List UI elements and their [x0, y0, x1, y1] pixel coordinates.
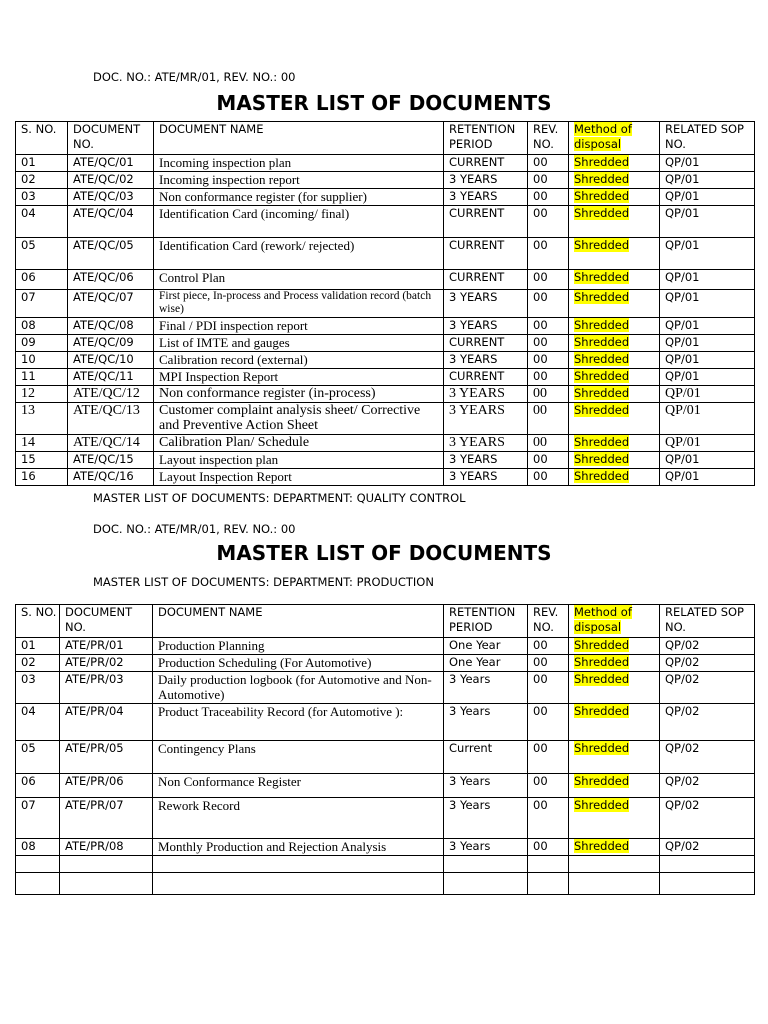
cell-rev: 00: [528, 270, 569, 290]
cell-sno: 12: [16, 386, 68, 403]
cell-sno: 11: [16, 369, 68, 386]
cell-method: [569, 452, 660, 469]
cell-rev: 00: [528, 798, 569, 839]
cell-retention: 3 YEARS: [444, 452, 528, 469]
cell-method: [569, 798, 660, 839]
cell-method: [569, 655, 660, 672]
empty-cell: [16, 873, 60, 895]
header-sno-2: S. NO.: [16, 605, 60, 638]
cell-method: [569, 386, 660, 403]
department-subtitle: MASTER LIST OF DOCUMENTS: DEPARTMENT: PRODUCTION: [93, 575, 434, 589]
cell-retention: 3 YEARS: [444, 403, 528, 435]
table-row: [16, 798, 755, 839]
cell-retention: One Year: [444, 638, 528, 655]
cell-method: [569, 369, 660, 386]
cell-docno: ATE/PR/06: [60, 774, 153, 798]
cell-name: Layout inspection plan: [154, 452, 444, 469]
disposal-method: Shredded: [574, 774, 630, 788]
disposal-method: Shredded: [574, 189, 630, 203]
cell-name: Production Planning: [153, 638, 444, 655]
cell-rev: 00: [528, 352, 569, 369]
cell-docno: ATE/PR/02: [60, 655, 153, 672]
header-docname-2: DOCUMENT NAME: [153, 605, 444, 638]
cell-sop: QP/02: [660, 638, 755, 655]
header-docno: DOCUMENT NO.: [68, 122, 154, 155]
cell-retention: CURRENT: [444, 238, 528, 270]
header-rev-2: REV. NO.: [528, 605, 569, 638]
cell-name: Calibration record (external): [154, 352, 444, 369]
cell-rev: 00: [528, 741, 569, 774]
cell-rev: 00: [528, 290, 569, 318]
table-header-row: [16, 122, 755, 155]
cell-sno: 10: [16, 352, 68, 369]
table-row: [16, 774, 755, 798]
table-row: [16, 189, 755, 206]
cell-sop: QP/02: [660, 672, 755, 704]
cell-rev: 00: [528, 386, 569, 403]
table-row: [16, 352, 755, 369]
cell-retention: 3 YEARS: [444, 172, 528, 189]
cell-method: [569, 189, 660, 206]
cell-name: Contingency Plans: [153, 741, 444, 774]
cell-rev: 00: [528, 172, 569, 189]
empty-cell: [528, 856, 569, 873]
cell-retention: 3 YEARS: [444, 469, 528, 486]
table-header-row-2: [16, 605, 755, 638]
cell-sno: 07: [16, 290, 68, 318]
cell-retention: 3 YEARS: [444, 189, 528, 206]
cell-sno: 03: [16, 189, 68, 206]
empty-cell: [444, 873, 528, 895]
header-retention: RETENTION PERIOD: [444, 122, 528, 155]
cell-name: List of IMTE and gauges: [154, 335, 444, 352]
disposal-method: Shredded: [574, 638, 630, 652]
empty-cell: [528, 873, 569, 895]
cell-sop: QP/01: [660, 290, 755, 318]
cell-retention: CURRENT: [444, 206, 528, 238]
cell-method: [569, 672, 660, 704]
cell-sno: 14: [16, 435, 68, 452]
cell-rev: 00: [528, 452, 569, 469]
cell-docno: ATE/QC/09: [68, 335, 154, 352]
cell-rev: 00: [528, 435, 569, 452]
disposal-method: Shredded: [574, 672, 630, 686]
table-row: [16, 741, 755, 774]
cell-sop: QP/01: [660, 369, 755, 386]
disposal-method: Shredded: [574, 839, 630, 853]
cell-sop: QP/01: [660, 335, 755, 352]
cell-rev: 00: [528, 238, 569, 270]
cell-method: [569, 403, 660, 435]
cell-method: [569, 238, 660, 270]
cell-name: Identification Card (incoming/ final): [154, 206, 444, 238]
empty-cell: [153, 873, 444, 895]
cell-docno: ATE/QC/16: [68, 469, 154, 486]
cell-sno: 01: [16, 638, 60, 655]
cell-method: [569, 290, 660, 318]
cell-method: [569, 839, 660, 856]
cell-sno: 03: [16, 672, 60, 704]
cell-sno: 04: [16, 206, 68, 238]
cell-sop: QP/01: [660, 172, 755, 189]
header-method: [569, 122, 660, 155]
cell-rev: 00: [528, 189, 569, 206]
cell-retention: CURRENT: [444, 155, 528, 172]
cell-sno: 13: [16, 403, 68, 435]
cell-sop: QP/01: [660, 270, 755, 290]
empty-cell: [660, 873, 755, 895]
header-rev: REV. NO.: [528, 122, 569, 155]
table-row: [16, 403, 755, 435]
cell-sno: 15: [16, 452, 68, 469]
empty-cell: [444, 856, 528, 873]
cell-docno: ATE/QC/01: [68, 155, 154, 172]
cell-retention: CURRENT: [444, 335, 528, 352]
cell-sno: 08: [16, 318, 68, 335]
disposal-method: Shredded: [574, 469, 630, 483]
header-docname: DOCUMENT NAME: [154, 122, 444, 155]
page-title: MASTER LIST OF DOCUMENTS: [216, 91, 552, 115]
cell-sop: QP/01: [660, 352, 755, 369]
cell-retention: 3 YEARS: [444, 318, 528, 335]
table-row: [16, 839, 755, 856]
cell-sop: QP/02: [660, 798, 755, 839]
cell-docno: ATE/QC/07: [68, 290, 154, 318]
table-row: [16, 386, 755, 403]
cell-name: Layout Inspection Report: [154, 469, 444, 486]
empty-cell: [153, 856, 444, 873]
cell-name: Incoming inspection report: [154, 172, 444, 189]
cell-docno: ATE/QC/15: [68, 452, 154, 469]
cell-docno: ATE/QC/04: [68, 206, 154, 238]
cell-rev: 00: [528, 655, 569, 672]
table-row: [16, 435, 755, 452]
cell-sno: 16: [16, 469, 68, 486]
qc-table-body: [16, 155, 755, 486]
cell-sop: QP/01: [660, 155, 755, 172]
cell-docno: ATE/QC/02: [68, 172, 154, 189]
cell-method: [569, 335, 660, 352]
cell-retention: 3 Years: [444, 839, 528, 856]
cell-retention: 3 YEARS: [444, 290, 528, 318]
empty-cell: [60, 873, 153, 895]
cell-rev: 00: [528, 469, 569, 486]
table-row: [16, 290, 755, 318]
disposal-method: Shredded: [574, 352, 630, 366]
cell-docno: ATE/QC/03: [68, 189, 154, 206]
cell-rev: 00: [528, 774, 569, 798]
cell-name: Non conformance register (for supplier): [154, 189, 444, 206]
cell-rev: 00: [528, 335, 569, 352]
doc-number: DOC. NO.: ATE/MR/01, REV. NO.: 00: [93, 70, 296, 84]
table-row: [16, 452, 755, 469]
cell-method: [569, 638, 660, 655]
cell-sop: QP/01: [660, 318, 755, 335]
header-sno: S. NO.: [16, 122, 68, 155]
cell-sop: QP/02: [660, 741, 755, 774]
disposal-method: Shredded: [574, 206, 630, 220]
cell-rev: 00: [528, 704, 569, 741]
cell-sop: QP/01: [660, 403, 755, 435]
cell-method: [569, 435, 660, 452]
cell-name: Non Conformance Register: [153, 774, 444, 798]
cell-retention: 3 Years: [444, 672, 528, 704]
cell-sop: QP/01: [660, 452, 755, 469]
header-method-2: [569, 605, 660, 638]
cell-sno: 02: [16, 172, 68, 189]
table-row: [16, 155, 755, 172]
cell-rev: 00: [528, 206, 569, 238]
cell-docno: ATE/PR/04: [60, 704, 153, 741]
cell-name: Incoming inspection plan: [154, 155, 444, 172]
cell-retention: 3 Years: [444, 798, 528, 839]
doc-number-2: DOC. NO.: ATE/MR/01, REV. NO.: 00: [93, 522, 296, 536]
cell-method: [569, 774, 660, 798]
header-sop-2: RELATED SOP NO.: [660, 605, 755, 638]
empty-cell: [660, 856, 755, 873]
cell-docno: ATE/QC/10: [68, 352, 154, 369]
cell-sop: QP/01: [660, 386, 755, 403]
cell-docno: ATE/QC/11: [68, 369, 154, 386]
cell-docno: ATE/QC/13: [68, 403, 154, 435]
cell-rev: 00: [528, 318, 569, 335]
cell-sno: 07: [16, 798, 60, 839]
cell-rev: 00: [528, 839, 569, 856]
cell-docno: ATE/PR/07: [60, 798, 153, 839]
table-row: [16, 318, 755, 335]
disposal-method: Shredded: [574, 238, 630, 252]
disposal-method: Shredded: [574, 172, 630, 186]
cell-docno: ATE/PR/01: [60, 638, 153, 655]
cell-docno: ATE/PR/05: [60, 741, 153, 774]
cell-rev: 00: [528, 155, 569, 172]
cell-rev: 00: [528, 369, 569, 386]
cell-rev: 00: [528, 672, 569, 704]
cell-name: MPI Inspection Report: [154, 369, 444, 386]
cell-sno: 06: [16, 774, 60, 798]
cell-method: [569, 206, 660, 238]
cell-name: Identification Card (rework/ rejected): [154, 238, 444, 270]
empty-cell: [60, 856, 153, 873]
cell-name: Daily production logbook (for Automotive and Non-Automotive): [153, 672, 444, 704]
qc-documents-table: [15, 121, 755, 486]
cell-sop: QP/02: [660, 839, 755, 856]
cell-sno: 02: [16, 655, 60, 672]
cell-docno: ATE/QC/05: [68, 238, 154, 270]
disposal-method: Shredded: [574, 155, 630, 169]
table-row: [16, 704, 755, 741]
cell-name: Final / PDI inspection report: [154, 318, 444, 335]
cell-docno: ATE/QC/06: [68, 270, 154, 290]
table-row: [16, 172, 755, 189]
disposal-method: Shredded: [574, 741, 630, 755]
cell-retention: Current: [444, 741, 528, 774]
table-row: [16, 206, 755, 238]
disposal-method: Shredded: [574, 704, 630, 718]
cell-name: Non conformance register (in-process): [154, 386, 444, 403]
cell-docno: ATE/QC/14: [68, 435, 154, 452]
cell-name: Product Traceability Record (for Automotive ):: [153, 704, 444, 741]
cell-name: Control Plan: [154, 270, 444, 290]
production-table-body: [16, 638, 755, 895]
cell-sno: 08: [16, 839, 60, 856]
cell-method: [569, 270, 660, 290]
cell-method: [569, 741, 660, 774]
disposal-method: Shredded: [574, 798, 630, 812]
cell-retention: One Year: [444, 655, 528, 672]
cell-sop: QP/01: [660, 206, 755, 238]
disposal-method: Shredded: [574, 452, 630, 466]
table-row: [16, 672, 755, 704]
header-docno-2: DOCUMENT NO.: [60, 605, 153, 638]
header-method-label: Method of disposal: [574, 122, 632, 151]
cell-name: First piece, In-process and Process validation record (batch wise): [154, 290, 444, 318]
cell-sop: QP/02: [660, 655, 755, 672]
cell-retention: CURRENT: [444, 270, 528, 290]
department-footer: MASTER LIST OF DOCUMENTS: DEPARTMENT: QUALITY CONTROL: [93, 491, 466, 505]
disposal-method: Shredded: [574, 655, 630, 669]
cell-docno: ATE/PR/03: [60, 672, 153, 704]
cell-name: Rework Record: [153, 798, 444, 839]
cell-rev: 00: [528, 403, 569, 435]
cell-retention: 3 Years: [444, 774, 528, 798]
disposal-method: Shredded: [574, 435, 630, 449]
cell-sno: 01: [16, 155, 68, 172]
cell-sno: 05: [16, 238, 68, 270]
cell-sno: 06: [16, 270, 68, 290]
cell-sop: QP/02: [660, 774, 755, 798]
disposal-method: Shredded: [574, 403, 630, 417]
cell-name: Monthly Production and Rejection Analysis: [153, 839, 444, 856]
cell-docno: ATE/QC/08: [68, 318, 154, 335]
disposal-method: Shredded: [574, 386, 630, 400]
cell-retention: 3 YEARS: [444, 386, 528, 403]
disposal-method: Shredded: [574, 369, 630, 383]
table-row: [16, 638, 755, 655]
disposal-method: Shredded: [574, 318, 630, 332]
cell-retention: CURRENT: [444, 369, 528, 386]
table-row: [16, 469, 755, 486]
cell-name: Production Scheduling (For Automotive): [153, 655, 444, 672]
page-title-2: MASTER LIST OF DOCUMENTS: [216, 541, 552, 565]
table-row: [16, 655, 755, 672]
table-row: [16, 270, 755, 290]
cell-sop: QP/02: [660, 704, 755, 741]
cell-name: Calibration Plan/ Schedule: [154, 435, 444, 452]
cell-sno: 04: [16, 704, 60, 741]
disposal-method: Shredded: [574, 270, 630, 284]
cell-docno: ATE/QC/12: [68, 386, 154, 403]
cell-name: Customer complaint analysis sheet/ Corrective and Preventive Action Sheet: [154, 403, 444, 435]
production-documents-table: [15, 604, 755, 895]
cell-retention: 3 YEARS: [444, 435, 528, 452]
empty-cell: [16, 856, 60, 873]
table-row: [16, 238, 755, 270]
header-sop: RELATED SOP NO.: [660, 122, 755, 155]
cell-sop: QP/01: [660, 469, 755, 486]
header-method-label-2: Method of disposal: [574, 605, 632, 634]
cell-sop: QP/01: [660, 435, 755, 452]
cell-retention: 3 YEARS: [444, 352, 528, 369]
cell-sop: QP/01: [660, 238, 755, 270]
table-row: [16, 369, 755, 386]
empty-cell: [569, 856, 660, 873]
cell-sno: 05: [16, 741, 60, 774]
disposal-method: Shredded: [574, 335, 630, 349]
empty-cell: [569, 873, 660, 895]
cell-rev: 00: [528, 638, 569, 655]
cell-retention: 3 Years: [444, 704, 528, 741]
table-row: [16, 335, 755, 352]
cell-method: [569, 469, 660, 486]
cell-method: [569, 704, 660, 741]
cell-method: [569, 352, 660, 369]
empty-row: [16, 873, 755, 895]
cell-method: [569, 155, 660, 172]
cell-method: [569, 318, 660, 335]
cell-docno: ATE/PR/08: [60, 839, 153, 856]
cell-sop: QP/01: [660, 189, 755, 206]
cell-method: [569, 172, 660, 189]
empty-row: [16, 856, 755, 873]
header-retention-2: RETENTION PERIOD: [444, 605, 528, 638]
cell-sno: 09: [16, 335, 68, 352]
disposal-method: Shredded: [574, 290, 630, 304]
